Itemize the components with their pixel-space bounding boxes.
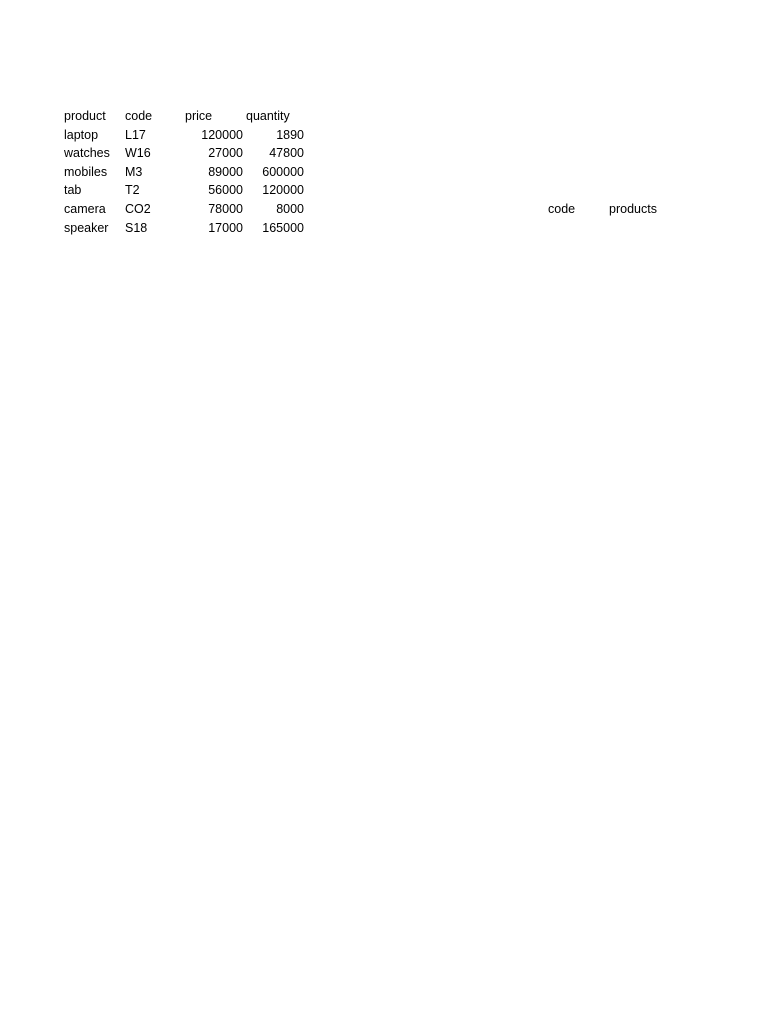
cell-quantity[interactable]: 1890 [276,127,304,142]
cell-code[interactable]: CO2 [125,202,151,216]
cell-price[interactable]: 56000 [208,183,243,198]
cell-product[interactable]: mobiles [64,164,108,179]
cell-quantity[interactable]: 47800 [269,146,304,161]
cell-product[interactable]: laptop [64,127,99,142]
cell-code[interactable]: L17 [125,127,146,142]
cell-code[interactable]: M3 [125,164,143,179]
cell-price[interactable]: 17000 [208,220,243,235]
cell-quantity[interactable]: 8000 [276,202,304,216]
cell-product[interactable]: camera [64,202,106,216]
header-quantity[interactable]: quantity [246,109,290,123]
cell-quantity[interactable]: 600000 [262,164,304,179]
cell-product[interactable]: speaker [64,220,109,235]
cell-price[interactable]: 78000 [208,202,243,216]
cell-code[interactable]: S18 [125,220,148,235]
header-product[interactable]: product [64,109,106,123]
side-header-code[interactable]: code [548,202,576,216]
cell-code[interactable]: W16 [125,146,151,161]
side-header-products[interactable]: products [609,202,657,216]
cell-price[interactable]: 89000 [208,164,243,179]
cell-quantity[interactable]: 120000 [262,183,304,198]
cell-quantity[interactable]: 165000 [262,220,304,235]
cell-product[interactable]: watches [64,146,110,161]
header-price[interactable]: price [185,109,213,123]
header-code[interactable]: code [125,109,153,123]
cell-product[interactable]: tab [64,183,82,198]
cell-price[interactable]: 27000 [208,146,243,161]
cell-code[interactable]: T2 [125,183,140,198]
cell-price[interactable]: 120000 [201,127,243,142]
